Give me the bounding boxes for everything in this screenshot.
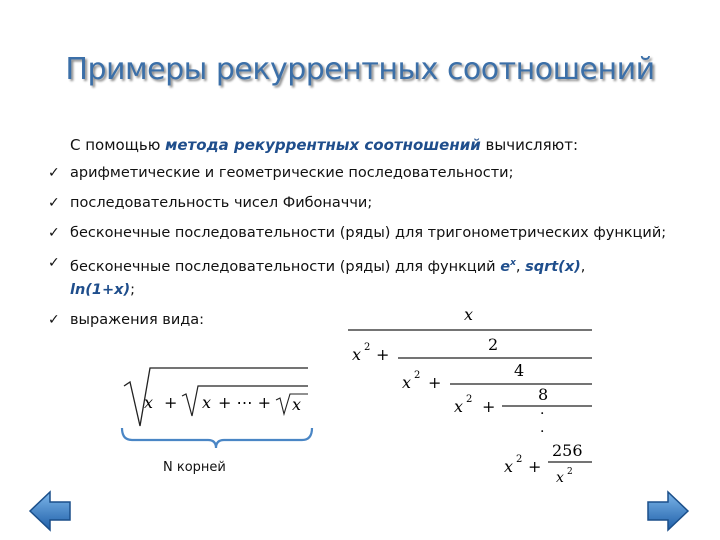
- list-item: [48, 222, 668, 245]
- list-item: [48, 192, 668, 215]
- checkmark-icon: ✓: [48, 165, 60, 181]
- slide-title: Примеры рекуррентных соотношений: [65, 52, 655, 87]
- intro-suffix: вычисляют:: [480, 136, 579, 154]
- cf-exp-3: 2: [466, 394, 473, 405]
- cf-num-1: 2: [488, 335, 499, 354]
- root-term-1: x: [144, 393, 154, 412]
- cf-op-3: +: [482, 397, 496, 416]
- root-term-2: x: [202, 393, 212, 412]
- cf-exp-2: 2: [414, 370, 421, 381]
- cf-exp-1: 2: [364, 342, 371, 353]
- list-item: [48, 252, 668, 302]
- checkmark-icon: ✓: [48, 255, 60, 271]
- cf-num-4: 256: [552, 441, 583, 460]
- checkmark-icon: ✓: [48, 311, 60, 328]
- root-plus-1: +: [164, 393, 178, 412]
- bullet-text: арифметические и геометрические последовательности;: [70, 165, 514, 181]
- cf-num-3: 8: [538, 385, 549, 404]
- cf-op-4: +: [528, 457, 542, 476]
- root-plus-2: + ⋯ +: [218, 393, 271, 412]
- cf-base-1: x: [352, 345, 362, 364]
- cf-op-2: +: [428, 373, 442, 392]
- func-ln: ln(1+x): [70, 281, 131, 298]
- cf-den-base: x: [556, 470, 564, 486]
- bullet-end: ;: [130, 281, 136, 298]
- cf-op-1: +: [376, 345, 390, 364]
- root-term-3: x: [292, 395, 302, 414]
- cf-den-exp: 2: [567, 467, 573, 477]
- bullet-text: последовательность чисел Фибоначчи;: [70, 195, 373, 211]
- checkmark-icon: ✓: [48, 195, 60, 211]
- bullet-text: выражения вида:: [70, 311, 205, 328]
- cf-base-3: x: [454, 397, 464, 416]
- list-item: [48, 162, 668, 185]
- previous-slide-arrow-icon[interactable]: [26, 486, 76, 536]
- cf-dot-1: ·: [540, 406, 545, 422]
- checkmark-icon: ✓: [48, 225, 60, 241]
- cf-num-2: 4: [514, 361, 525, 380]
- bullet-text: бесконечные последовательности (ряды) для тригонометрических функций;: [70, 225, 667, 241]
- bullet-text: бесконечные последовательности (ряды) для функций: [70, 258, 501, 275]
- continued-fraction-formula: [342, 300, 602, 490]
- intro-method: метода рекуррентных соотношений: [165, 136, 481, 154]
- intro-prefix: С помощью: [70, 136, 166, 154]
- intro-line: [70, 136, 710, 154]
- separator: ,: [580, 258, 586, 275]
- brace-label: N корней: [163, 460, 226, 475]
- next-slide-arrow-icon[interactable]: [642, 486, 692, 536]
- cf-base-4: x: [504, 457, 514, 476]
- brace: [122, 428, 312, 448]
- cf-base-2: x: [402, 373, 412, 392]
- cf-exp-4: 2: [516, 454, 523, 465]
- func-e-exponent: x: [510, 258, 516, 268]
- func-sqrt: sqrt(x): [525, 258, 581, 275]
- separator: ,: [515, 258, 526, 275]
- cf-dot-2: ·: [540, 424, 545, 440]
- func-e: e: [500, 258, 511, 275]
- cf-x-top: x: [464, 305, 474, 324]
- nested-root-formula: [118, 360, 318, 460]
